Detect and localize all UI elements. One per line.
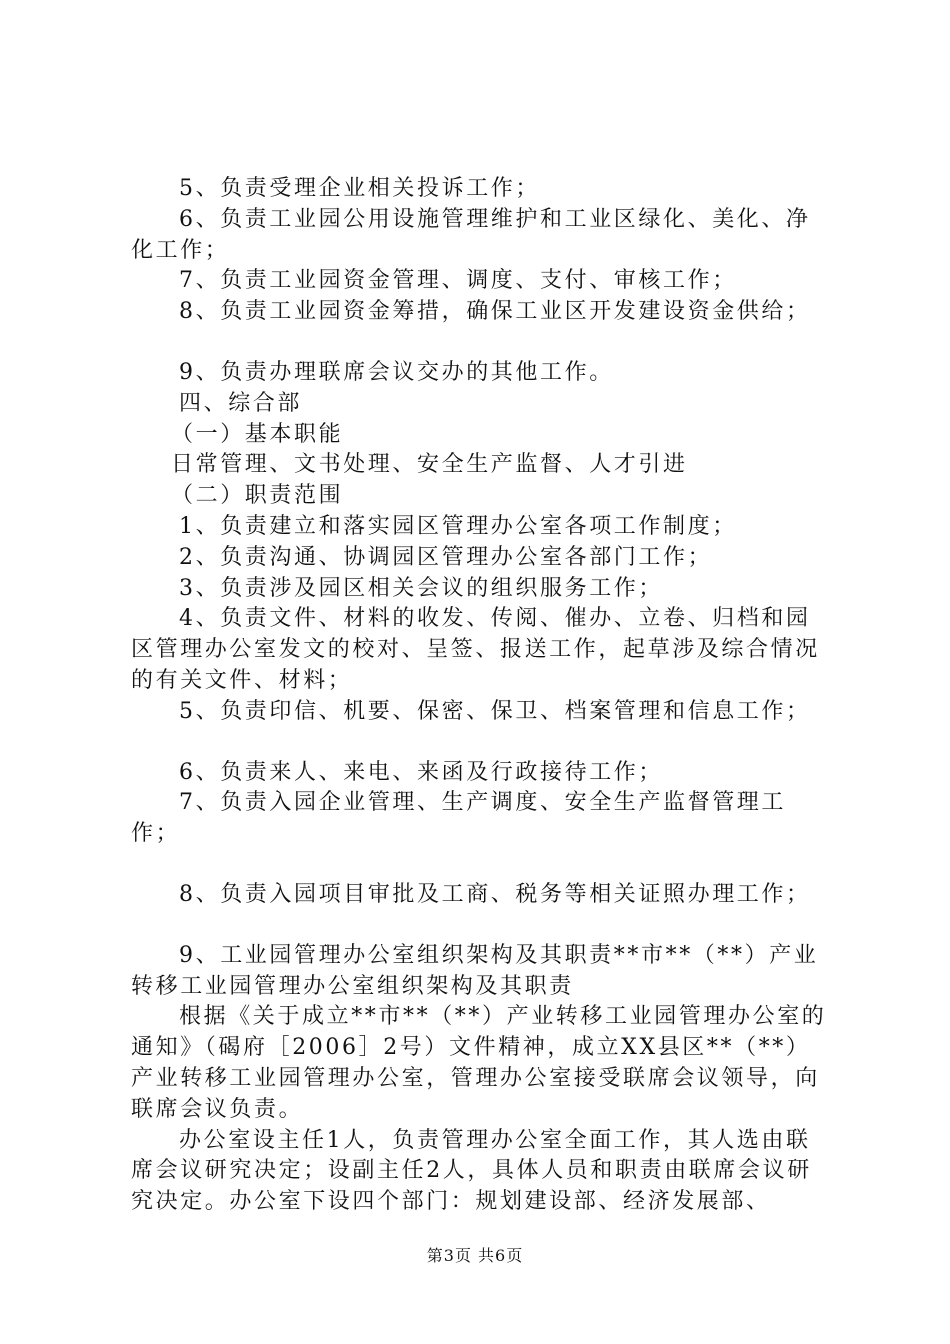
spacer [131,728,831,758]
paragraph-item-5: 5、负责受理企业相关投诉工作； [179,176,540,201]
document-body [131,174,831,1218]
paragraph-office-structure: 办公室设主任1人，负责管理办公室全面工作，其人选由联席会议研究决定；设副主任2人，具体人员和职责由联席会议研究决定。办公室下设四个部门：规划建设部、经济发展部、 [131,1127,812,1215]
page-number: 第3页 共6页 [426,1246,524,1265]
spacer [131,850,831,880]
paragraph-item-3: 3、负责涉及园区相关会议的组织服务工作； [179,575,663,601]
paragraph-item-7: 7、负责工业园资金管理、调度、支付、审核工作； [179,268,737,294]
paragraph-item-6: 6、负责工业园公用设施管理维护和工业区绿化、美化、净化工作； [131,206,811,263]
paragraph-item-4: 4、负责文件、材料的收发、传阅、催办、立卷、归档和园区管理办公室发文的校对、呈签、报送工作，起草涉及综合情况的有关文件、材料； [131,606,820,693]
subheading-scope: （二）职责范围 [171,483,344,509]
paragraph-item-5b: 5、负责印信、机要、保密、保卫、档案管理和信息工作； [179,698,811,724]
paragraph-item-1: 1、负责建立和落实园区管理办公室各项工作制度； [179,513,737,539]
paragraph-item-9b: 9、工业园管理办公室组织架构及其职责**市**（**）产业转移工业园管理办公室组织架构及其职责 [131,942,819,999]
subheading-basic-functions: （一）基本职能 [171,421,344,447]
paragraph-item-2: 2、负责沟通、协调园区管理办公室各部门工作； [179,544,713,570]
paragraph-item-6b: 6、负责来人、来电、来函及行政接待工作； [179,759,663,785]
spacer [131,911,831,941]
paragraph-item-9: 9、负责办理联席会议交办的其他工作。 [179,359,614,385]
section-heading-4: 四、综合部 [179,390,303,416]
paragraph-establishment: 根据《关于成立**市**（**）产业转移工业园管理办公室的通知》（碣府［2006］2号）文件精神，成立XX县区**（**）产业转移工业园管理办公室，管理办公室接受联席会议领导，向联席会议负责。 [131,1004,827,1122]
paragraph-item-8: 8、负责工业园资金筹措，确保工业区开发建设资金供给； [179,299,811,325]
paragraph-item-7b: 7、负责入园企业管理、生产调度、安全生产监督管理工作； [131,790,786,847]
paragraph-basic-functions: 日常管理、文书处理、安全生产监督、人才引进 [171,452,688,478]
paragraph-item-8b: 8、负责入园项目审批及工商、税务等相关证照办理工作； [179,881,811,907]
spacer [131,328,831,358]
